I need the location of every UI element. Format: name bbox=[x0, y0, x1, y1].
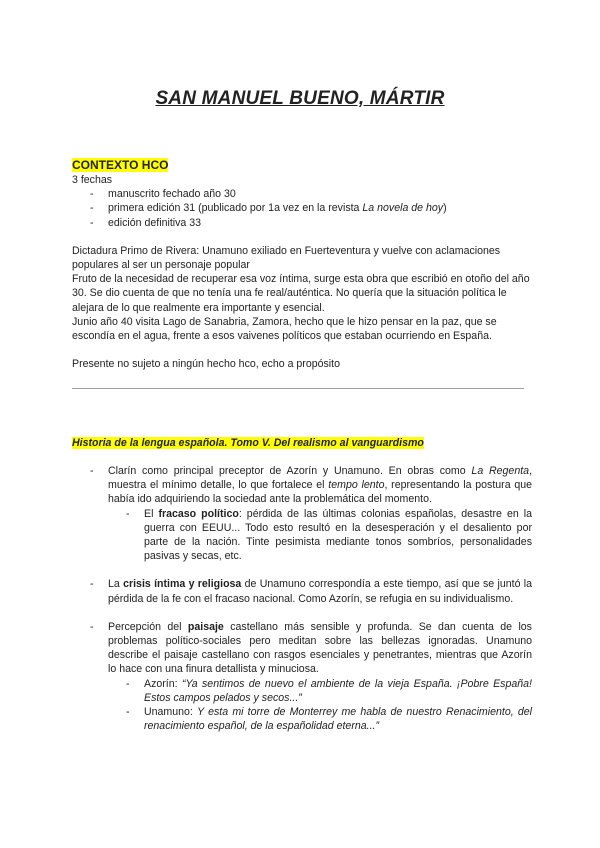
term-italic: tempo lento bbox=[328, 479, 385, 492]
work-title: La Regenta bbox=[471, 465, 530, 477]
context-paragraph: Fruto de la necesidad de recuperar esa voz íntima, surge esta obra que escribió en otoño del año 30. Se dio cuenta de que no tenía una fe real/auténtica. No quería que la situación política le alejara de lo que realmente era importante y esencial. bbox=[72, 273, 530, 314]
list-item: - Unamuno: Y esta mi torre de Monterrey me habla de nuestro Renacimiento, del renacimiento español, de la españolidad eterna...” bbox=[126, 706, 532, 733]
revista-title: La novela de hoy bbox=[362, 202, 444, 215]
bullet-text: , representando la postura que había ido adquiriendo la sociedad ante la problemática del momento. bbox=[108, 479, 533, 506]
contexto-heading bbox=[72, 158, 532, 173]
section-divider bbox=[72, 388, 524, 389]
contexto-heading-text: CONTEXTO HCO bbox=[72, 158, 169, 172]
context-paragraph: Junio año 40 visita Lago de Sanabria, Zamora, hecho que le hizo pensar en la paz, que se escondía en el agua, frente a esos vaivenes políticos que estaban ocurriendo en España. bbox=[72, 315, 497, 343]
quote: “Ya sentimos de nuevo el ambiente de la vieja España. ¡Pobre España! Estos campos pelados y secos...” bbox=[144, 677, 532, 704]
fecha-text: edición definitiva 33 bbox=[108, 216, 202, 229]
bullet-text: , muestra el mínimo detalle, lo que fortalece el bbox=[108, 465, 533, 492]
list-item: - Azorín: “Ya sentimos de nuevo el ambiente de la vieja España. ¡Pobre España! Estos campos pelados y secos...” bbox=[126, 677, 532, 704]
author-label: Azorín: bbox=[144, 677, 182, 690]
fecha-text: primera edición 31 (publicado por 1a vez en la revista bbox=[108, 202, 363, 215]
list-item: - La crisis íntima y religiosa de Unamuno correspondía a este tiempo, así que se juntó la pérdida de la fe con el fracaso nacional. Como Azorín, se refugia en su individualismo. bbox=[90, 578, 532, 605]
bullet-text: de Unamuno correspondía a este tiempo, así que se juntó la pérdida de la fe con el fracaso nacional. Como Azorín, se refugia en su individualismo. bbox=[108, 578, 532, 605]
list-item bbox=[72, 187, 532, 201]
list-item: - El fracaso político: pérdida de las últimas colonias españolas, desastre en la guerra con EEUU... Todo esto resultó en la desesperación y el desaliento por parte de la nación. Tinte pesimista mediante tonos sombríos, personalidades pasivas y secas, etc. bbox=[126, 507, 532, 563]
quote: Y esta mi torre de Monterrey me habla de nuestro Renacimiento, del renacimiento español, de la españolidad eterna...” bbox=[144, 706, 532, 733]
key-term: fracaso político bbox=[158, 507, 239, 520]
fecha-text-end: ) bbox=[443, 202, 447, 215]
historia-heading-text: Historia de la lengua española. Tomo V. Del realismo al vanguardismo bbox=[72, 437, 424, 449]
bullet-text: Percepción del bbox=[108, 620, 188, 633]
fechas-label: 3 fechas bbox=[72, 174, 113, 186]
historia-section bbox=[72, 436, 532, 733]
context-paragraph: Dictadura Primo de Rivera: Unamuno exiliado en Fuerteventura y vuelve con aclamaciones populares al ser un personaje popular bbox=[72, 244, 501, 272]
historia-heading bbox=[72, 436, 532, 450]
key-term: crisis íntima y religiosa bbox=[123, 578, 242, 591]
fecha-text: manuscrito fechado año 30 bbox=[108, 188, 236, 201]
list-item: - Percepción del paisaje castellano más sensible y profunda. Se dan cuenta de los problemas político-sociales pero meditan sobre las bellezas ignoradas. Unamuno describe el paisaje castellano con rasgos esenciales y penetrantes, mientras que Azorín lo hace con una finura detallista y minuciosa. bbox=[90, 620, 532, 676]
list-item bbox=[72, 216, 532, 230]
bullet-text: castellano más sensible y profunda. Se dan cuenta de los problemas político-sociales pero meditan sobre las bellezas ignoradas. Unamuno describe el paisaje castellano con rasgos esenciales y penetrantes, mientras que Azorín lo hace con una finura detallista y minuciosa. bbox=[108, 620, 532, 676]
bullet-text: Clarín como principal preceptor de Azorín y Unamuno. En obras como bbox=[108, 465, 472, 477]
author-label: Unamuno: bbox=[144, 706, 198, 719]
bullet-text: : pérdida de las últimas colonias españolas, desastre en la guerra con EEUU... Todo esto resultó en la desesperación y el desaliento por parte de la nación. Tinte pesimista mediante tonos sombríos, personalidades pasivas y secas, etc. bbox=[144, 507, 532, 563]
list-item bbox=[72, 201, 532, 215]
presente-note: Presente no sujeto a ningún hecho hco, echo a propósito bbox=[72, 358, 340, 371]
bullet-text: La bbox=[108, 578, 124, 591]
list-item: - Clarín como principal preceptor de Azorín y Unamuno. En obras como La Regenta, muestra el mínimo detalle, lo que fortalece el tempo lento, representando la postura que había ido adquiriendo la sociedad ante la problemática del momento. bbox=[90, 465, 533, 506]
document-title: SAN MANUEL BUENO, MÁRTIR bbox=[155, 88, 445, 109]
key-term: paisaje bbox=[187, 620, 224, 633]
fechas-list bbox=[72, 187, 532, 230]
contexto-section bbox=[72, 158, 532, 371]
bullet-text: El bbox=[144, 507, 159, 520]
